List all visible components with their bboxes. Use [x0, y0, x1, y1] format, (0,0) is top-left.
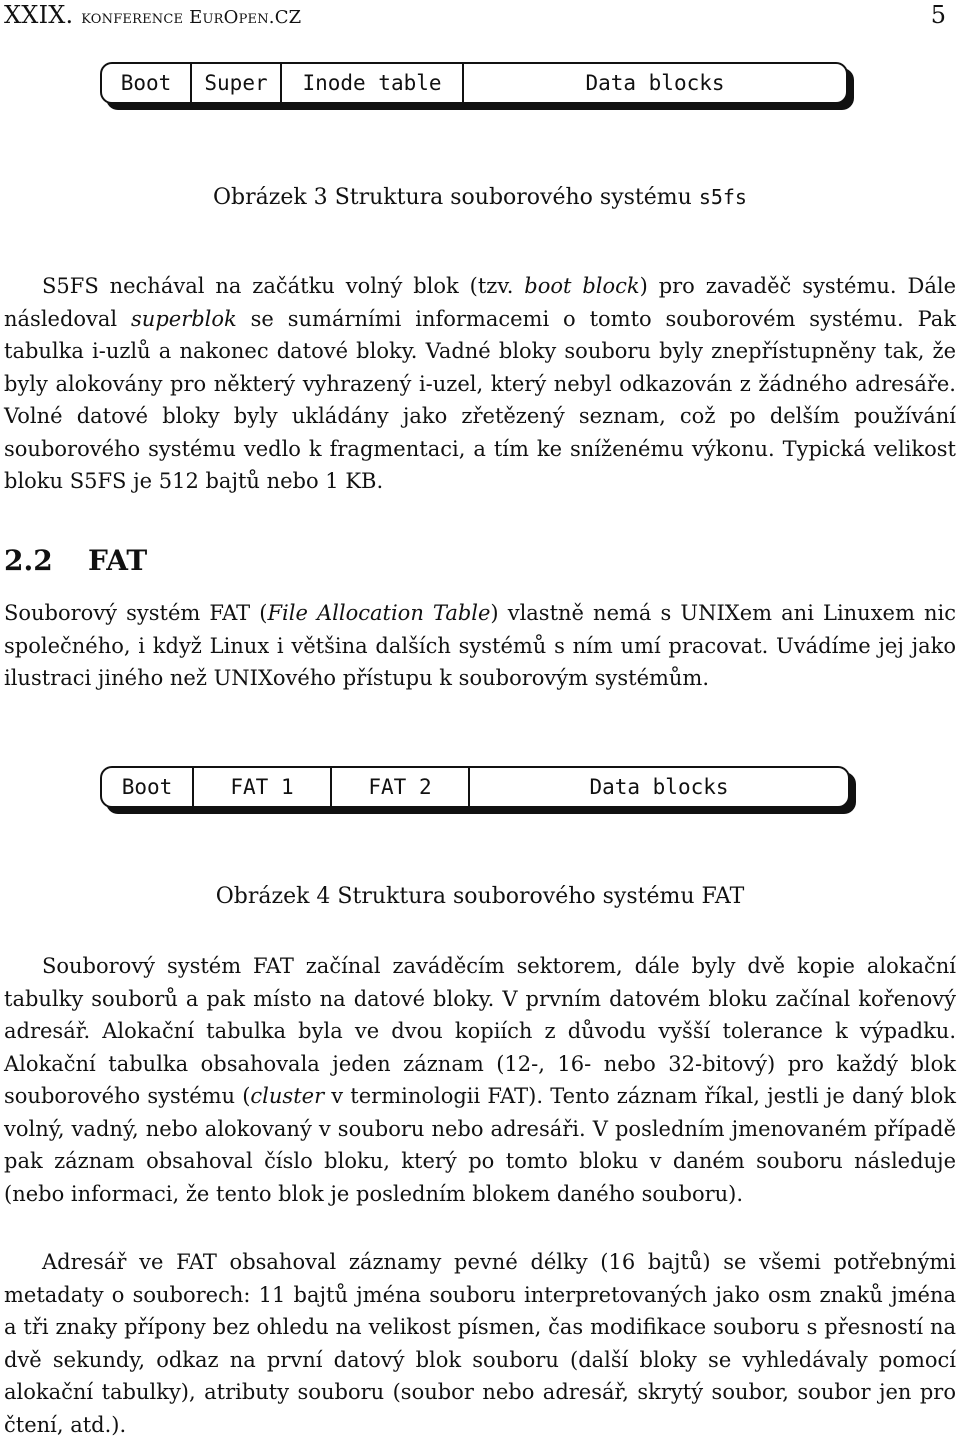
block-inode-table: Inode table [282, 64, 464, 102]
section-number: 2.2 [4, 544, 53, 577]
emphasis-file-allocation-table: File Allocation Table [267, 601, 491, 625]
block-data-blocks: Data blocks [585, 71, 725, 95]
running-header [4, 0, 946, 34]
paragraph-fat-directory: Adresář ve FAT obsahoval záznamy pevné délky (16 bajtů) se všemi potřebnými metadaty o souborech: 11 bajtů jména souboru interpretovaných jako osm znaků jména a tři znaky přípony bez ohledu na velikost písmen, čas modifikace souboru s přesností na dvě sekundy, odkaz na první datový blok souboru (další bloky se vyhledávaly pomocí alokační tabulky), atributy souboru (soubor nebo adresář, skrytý soubor, soubor jen pro čtení, atd.). [4, 1250, 956, 1437]
emphasis-cluster: cluster [250, 1084, 325, 1108]
s5fs-structure-diagram [100, 62, 848, 104]
page-number: 5 [930, 1, 946, 29]
conference-title [4, 0, 301, 33]
conference-name: konference EurOpen.CZ [81, 7, 302, 28]
figure-4-text: Struktura souborového systému FAT [337, 884, 745, 909]
text-run: ) pro zavaděč systému. Dále následoval [4, 274, 956, 331]
figure-4-label: Obrázek 4 [215, 884, 331, 909]
emphasis-superblok: superblok [131, 306, 237, 331]
text-run: Souborový systém FAT začínal zaváděcím sektorem, dále byly dvě kopie alokační tabulky souborů a pak místo na datové bloky. V prvním datovém bloku začínal kořenový adresář. Alokační tabulka byla ve dvou kopiích z důvodu vyšší tolerance k výpadku. Alokační tabulka obsahovala jeden záznam (12-, 16- nebo 32-bitový) pro každý blok souborového systému ( [4, 954, 956, 1108]
text-run: v terminologii FAT). Tento záznam říkal, jestli je daný blok volný, vadný, nebo alokovaný v souboru nebo adresáři. V posledním jmenovaném případě pak záznam obsahoval číslo bloku, který po tomto bloku v daném souboru následuje (nebo informaci, že tento blok je posledním blokem daného souboru). [4, 1084, 956, 1206]
paragraph-fat-body [4, 950, 956, 1210]
fat-structure-diagram [100, 766, 850, 808]
block-boot: Boot [102, 768, 194, 806]
text-run: se sumárními informacemi o tomto souborovém systému. Pak tabulka i-uzlů a nakonec datové bloky. Vadné bloky souboru byly znepřístupněny tak, že byly alokovány pro některý vyhrazený i-uzel, který nebyl odkazován z žádného adresáře. Volné datové bloky byly ukládány jako zřetězený seznam, což po delším používání souborového systému vedlo k fragmentaci, a tím ke sníženému výkonu. Typická velikost bloku S5FS je 512 bajtů nebo 1 KB. [4, 306, 957, 493]
block-fat-2: FAT 2 [332, 768, 470, 806]
paragraph-fat-intro [4, 597, 956, 695]
conference-prefix: XXIX. [4, 1, 74, 29]
figure-3-text: Struktura souborového systému [334, 185, 692, 210]
section-title: FAT [88, 544, 148, 577]
figure-4-caption [0, 882, 960, 912]
block-super: Super [192, 64, 282, 102]
emphasis-boot-block: boot block [524, 274, 640, 298]
text-run: S5FS nechával na začátku volný blok (tzv. [42, 274, 525, 298]
text-run: ) vlastně nemá s UNIXem ani Linuxem nic společného, i když Linux i většina dalších systémů s ním umí pracovat. Uvádíme jej jako ilustraci jiného než UNIXového přístupu k souborovým systémům. [4, 601, 956, 690]
figure-3-label: Obrázek 3 [213, 185, 328, 210]
block-fat-1: FAT 1 [194, 768, 332, 806]
block-data-blocks: Data blocks [589, 775, 729, 799]
figure-3-code: s5fs [698, 185, 747, 209]
figure-3-caption [0, 182, 960, 213]
diagram-box [100, 62, 848, 104]
diagram-box [100, 766, 850, 808]
paragraph-s5fs [4, 270, 956, 498]
section-heading-fat [4, 543, 147, 579]
text-run: Souborový systém FAT ( [4, 601, 268, 625]
block-boot: Boot [102, 64, 192, 102]
